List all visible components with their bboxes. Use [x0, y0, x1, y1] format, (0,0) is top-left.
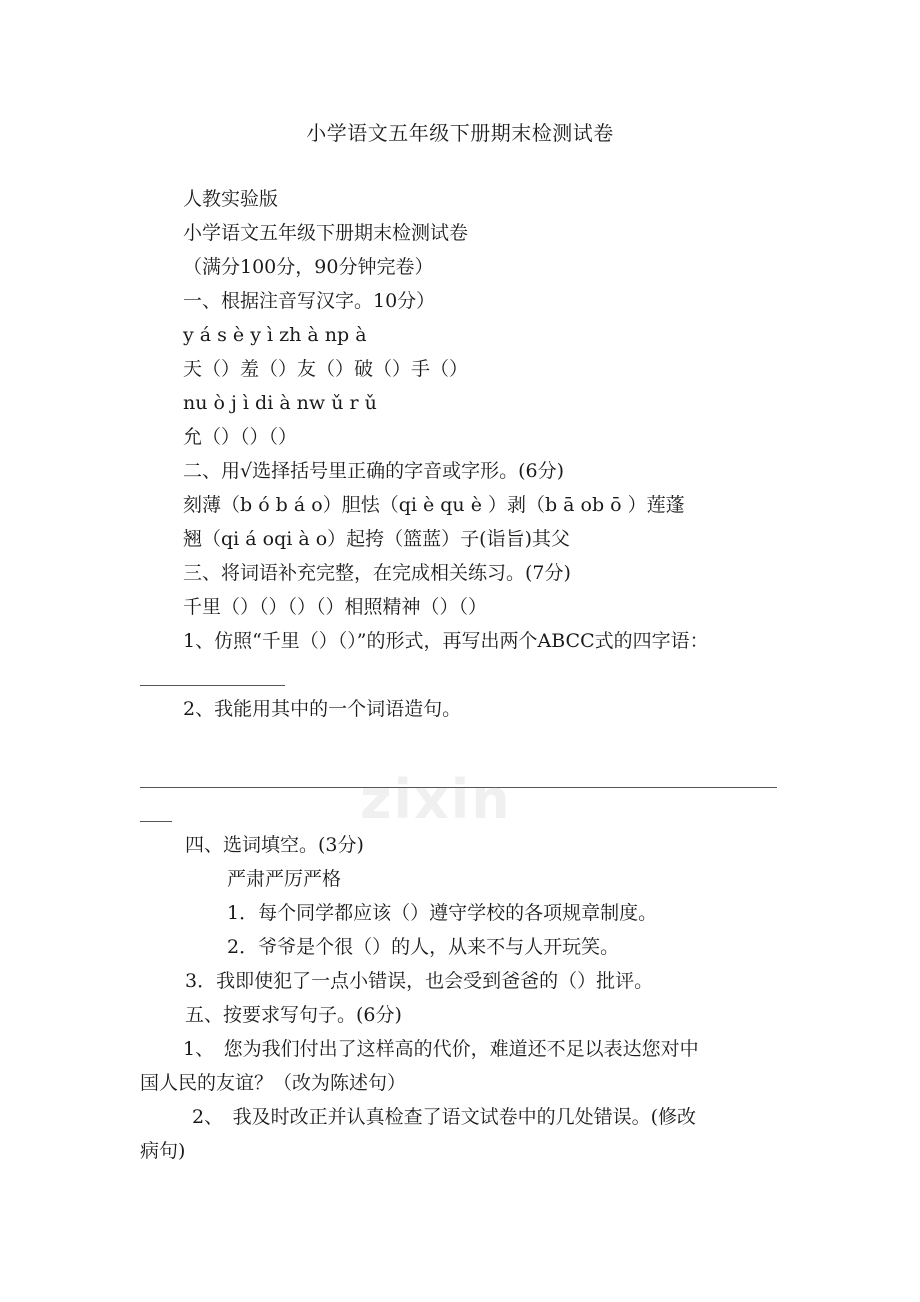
- section-2-line-2: 翘（qi á oqi à o）起挎（篮蓝）子(诣旨)其父: [183, 528, 570, 550]
- edition-line: 人教实验版: [183, 188, 279, 210]
- sentence-task-1-line-1: 1、 您为我们付出了这样高的代价，难道还不足以表达您对中: [183, 1038, 699, 1060]
- hanzi-blanks-1: 天（）羞（）友（）破（）手（）: [183, 358, 469, 380]
- sentence-task-2-line-2: 病句): [140, 1140, 186, 1162]
- pinyin-line-1: y á s è y ì zh à np à: [183, 324, 367, 346]
- section-4-heading: 四、选词填空。(3分): [185, 834, 364, 856]
- fill-question-2: 2．爷爷是个很（）的人，从来不与人开玩笑。: [227, 936, 620, 958]
- sentence-task-2-line-1: 2、 我及时改正并认真检查了语文试卷中的几处错误。(修改: [192, 1106, 697, 1128]
- fill-question-1: 1．每个同学都应该（）遵守学校的各项规章制度。: [227, 902, 658, 924]
- section-1-heading: 一、根据注音写汉字。10分）: [183, 290, 436, 312]
- sentence-task-1-line-2: 国人民的友谊？（改为陈述句）: [140, 1072, 407, 1094]
- section-2-heading: 二、用√选择括号里正确的字音或字形。(6分): [183, 460, 565, 482]
- hanzi-blanks-2: 允（）（）（）: [183, 426, 298, 448]
- fill-question-3: 3．我即使犯了一点小错误，也会受到爸爸的（）批评。: [185, 970, 654, 992]
- section-3-heading: 三、将词语补充完整，在完成相关练习。(7分): [183, 562, 571, 584]
- word-choices: 严肃严厉严格: [227, 868, 342, 890]
- pinyin-line-2: nu ò j ì di à nw ǔ r ǔ: [183, 392, 377, 414]
- score-time-line: （满分100分，90分钟完卷）: [183, 256, 434, 278]
- document-title: 小学语文五年级下册期末检测试卷: [306, 121, 614, 145]
- section-2-line-1: 刻薄（b ó b á o）胆怯（qi è qu è ）剥（b ā ob ō ）莲蓬: [183, 494, 685, 516]
- section-3-task-1: 1、仿照“千里（）（）”的形式，再写出两个ABCC式的四字语：: [183, 630, 709, 652]
- section-3-words: 千里（）（）（）（）相照精神（）（）: [183, 596, 488, 618]
- answer-line-1: [140, 685, 285, 686]
- answer-line-2-continued: [140, 821, 172, 822]
- exam-title-line: 小学语文五年级下册期末检测试卷: [183, 222, 469, 244]
- section-3-task-2: 2、我能用其中的一个词语造句。: [183, 698, 462, 720]
- watermark: zixin: [360, 768, 512, 831]
- section-5-heading: 五、按要求写句子。(6分): [185, 1004, 402, 1026]
